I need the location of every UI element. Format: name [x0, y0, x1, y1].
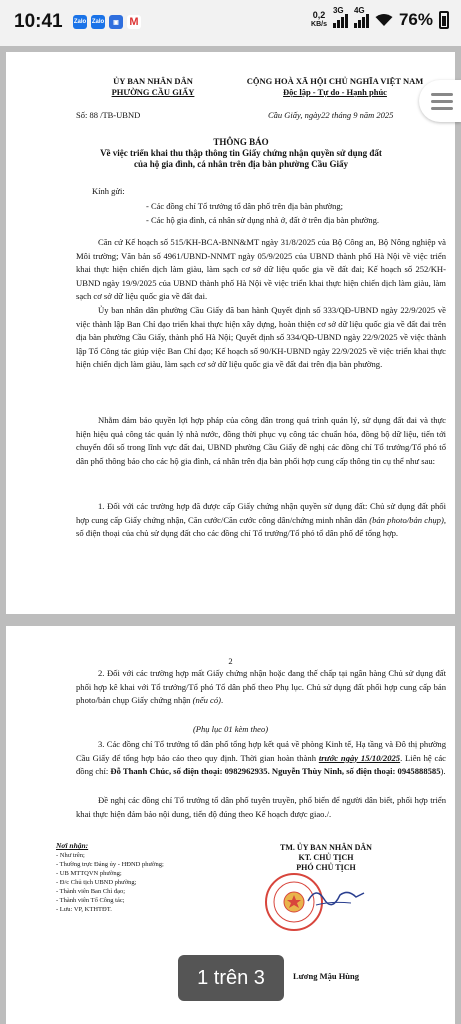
body-paragraph: Căn cứ Kế hoạch số 515/KH-BCA-BNN&MT ngày 31/8/2025 của Bộ Công an, Bộ Nông nghiệp và Môi trường; Văn bản số 4961/UBND-NNMT ngày 05/9/2025 của UBND thành phố Hà Nội về việc triển khai thực hiện chiến dịch làm giàu, làm sạch cơ sở dữ liệu quốc gia về đất đai; Kế hoạch số 252/KH-UBND ngày 19/9/2025 của UBND thành phố Hà Nội về việc triển khai thực hiện chiến dịch làm giàu, làm sạch cơ sở dữ liệu quốc gia về đất đai.	[76, 237, 446, 302]
document-number: Số: 88 /TB-UBND	[76, 110, 141, 120]
recipient-line: - Các hộ gia đình, cá nhân sử dụng nhà ở, đất ở trên địa bàn phường.	[146, 215, 380, 225]
list-item: - Thành viên Tổ Công tác;	[56, 897, 125, 904]
list-item: - Thường trực Đảng ủy - HĐND phường;	[56, 861, 164, 868]
national-header: CỘNG HOÀ XÃ HỘI CHỦ NGHĨA VIỆT NAM Độc lập - Tự do - Hạnh phúc	[246, 76, 424, 97]
gmail-icon: M	[127, 15, 141, 29]
handwritten-signature-icon	[306, 881, 366, 911]
signal-3g-icon: 3G	[333, 12, 348, 28]
body-paragraph: 1. Đối với các trường hợp đã được cấp Giấy chứng nhận quyền sử dụng đất: Chủ sử dụng đất phối hợp cung cấp Giấy chứng nhận, Căn cước/Căn cước công dân/chứng minh nhân dân (bản photo/bản chụp), số điện thoại của chủ sử dụng đất cho các đồng chí Tổ trưởng/Tổ phó tổ dân phố để tổng hợp.	[76, 501, 446, 539]
zalo-icon: Zalo	[73, 15, 87, 29]
document-title: THÔNG BÁO Về việc triển khai thu thập thông tin Giấy chứng nhận quyền sử dụng đất của hộ gia đình, cá nhân trên địa bàn phường Cầu Giấy	[100, 137, 382, 169]
signer-name: Lương Mậu Hùng	[292, 971, 360, 981]
body-paragraph: 3. Các đồng chí Tổ trưởng tổ dân phố tổng hợp kết quả về phòng Kinh tế, Hạ tầng và Đô thị phường Cầu Giấy để tổng hợp báo cáo theo quy định. Thời gian hoàn thành trước ngày 15/10/2025. Liên hệ các đồng chí: Đỗ Thanh Chúc, số điện thoại: 0982962935. Nguyễn Thùy Ninh, số điện thoại: 0945888585).	[76, 739, 446, 777]
signature-block: TM. ỦY BAN NHÂN DÂN KT. CHỦ TỊCH PHÓ CHỦ TỊCH	[280, 843, 372, 872]
scroll-handle[interactable]	[419, 80, 461, 122]
document-date: Cầu Giấy, ngày22 tháng 9 năm 2025	[268, 110, 394, 120]
status-bar	[0, 0, 461, 46]
signal-4g-icon: 4G	[354, 12, 369, 28]
status-indicators	[311, 6, 449, 30]
body-paragraph: Nhằm đảm bảo quyền lợi hợp pháp của công dân trong quá trình quản lý, sử dụng đất đai và thực hiện hiệu quả công tác quản lý nhà nước, đồng thời phục vụ công tác chuẩn hóa, đồng bộ dữ liệu, tiến tới chuyển đổi số trong lĩnh vực đất đai, UBND phường Cầu Giấy đề nghị các đồng chí Tổ trưởng/Tổ phó tổ dân phố thông báo cho các hộ gia đình, cá nhân trên địa bàn phối hợp cung cấp thông tin cụ thể như sau:	[76, 415, 446, 466]
body-paragraph: Ủy ban nhân dân phường Cầu Giấy đã ban hành Quyết định số 333/QĐ-UBND ngày 22/9/2025 về việc thành lập Ban Chỉ đạo triển khai thực hiện xây dựng, hoàn thiện cơ sở dữ liệu quốc gia về đất đai trên địa bàn phường Cầu Giấy, thành phố Hà Nội; Quyết định số 334/QĐ-UBND ngày 22/9/2025 về việc thành lập Tổ Công tác giúp việc Ban Chỉ đạo; Kế hoạch số 90/KH-UBND ngày 22/9/2025 về việc triển khai thực hiện chiến dịch làm giàu, làm sạch cơ sở dữ liệu quốc gia về đất đai trên địa bàn phường.	[76, 305, 446, 370]
list-item: - UB MTTQVN phường;	[56, 870, 122, 877]
battery-icon	[439, 11, 449, 29]
net-speed: 0,2 KB/s	[311, 10, 327, 28]
appendix-note: (Phụ lục 01 kèm theo)	[192, 724, 269, 734]
page-number: 2	[228, 656, 233, 666]
list-item: - Lưu: VP, KTHTĐT.	[56, 906, 112, 913]
list-item: - Thành viên Ban Chỉ đạo;	[56, 888, 126, 895]
zalo-icon: Zalo	[91, 15, 105, 29]
body-paragraph: 2. Đối với các trường hợp mất Giấy chứng nhận hoặc đang thế chấp tại ngân hàng Chủ sử dụng đất phối hợp kê khai với Tổ trưởng/Tổ phó Tổ dân phố theo Phụ lục. Chủ sử dụng đất phối hợp cung cấp bản photo/bản chụp Giấy chứng nhận (nếu có).	[76, 668, 446, 706]
list-item: - Đ/c Chủ tịch UBND phường;	[56, 879, 137, 886]
square-app-icon: ▣	[109, 15, 123, 29]
recipients-list: Nơi nhận: - Như trên; - Thường trực Đảng ủy - HĐND phường; - UB MTTQVN phường; - Đ/c Chủ tịch UBND phường; - Thành viên Ban Chỉ đạo; - Thành viên Tổ Công tác; - Lưu: VP, KTHTĐT.	[56, 841, 164, 913]
notification-icons	[73, 15, 141, 29]
clock: 10:41	[14, 11, 63, 32]
list-item: - Như trên;	[56, 852, 85, 859]
agency-header: ỦY BAN NHÂN DÂN PHƯỜNG CẦU GIẤY	[111, 76, 195, 97]
battery-percent: 76%	[398, 10, 433, 29]
document-page-1	[6, 52, 455, 614]
recipient-line: - Các đồng chí Tổ trưởng tổ dân phố trên địa bàn phường;	[146, 201, 343, 211]
page-indicator: 1 trên 3	[178, 955, 284, 1001]
wifi-icon	[375, 13, 393, 27]
body-paragraph: Đề nghị các đồng chí Tổ trưởng tổ dân phố tuyên truyền, phổ biến để người dân biết, phối hợp triển khai thực hiện đảm bảo nội dung, tiến độ đúng theo Kế hoạch được giao./.	[76, 795, 446, 819]
salutation: Kính gửi:	[92, 186, 125, 196]
